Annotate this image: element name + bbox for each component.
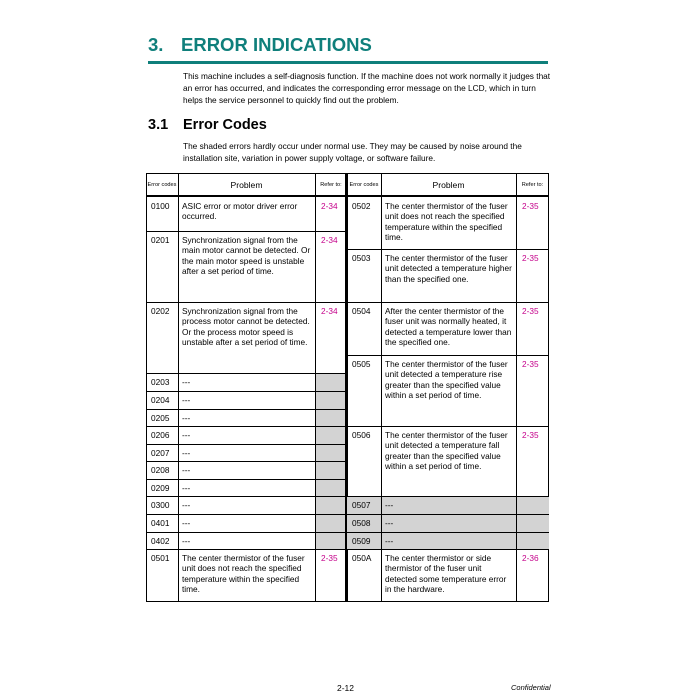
error-code: 0209 — [151, 483, 170, 493]
refer-page: 2-35 — [522, 430, 539, 440]
problem-text: --- — [182, 483, 191, 493]
error-code: 050A — [352, 553, 372, 563]
problem-text: --- — [182, 430, 191, 440]
refer-page — [516, 496, 549, 500]
refer-page — [315, 444, 347, 448]
refer-page: 2-36 — [522, 553, 539, 563]
refer-page — [516, 514, 549, 518]
refer-page: 2-35 — [321, 553, 338, 563]
refer-page — [315, 461, 347, 465]
section-number: 3.1 — [148, 117, 169, 133]
refer-page — [315, 391, 347, 395]
error-code: 0401 — [151, 518, 170, 528]
problem-text: The center thermistor of the fuser unit detected a temperature fall greater than the specified value within a set period of time. — [385, 430, 508, 472]
header-error-codes: Error codes — [147, 181, 177, 188]
error-code: 0503 — [352, 253, 371, 263]
error-code: 0509 — [352, 536, 371, 546]
problem-text: --- — [182, 536, 191, 546]
error-code: 0100 — [151, 201, 170, 211]
problem-text: --- — [182, 500, 191, 510]
header-refer-to: Refer to: — [320, 181, 342, 188]
error-code: 0206 — [151, 430, 170, 440]
section-title: Error Codes — [183, 117, 267, 133]
problem-text: The center thermistor of the fuser unit detected a temperature rise greater than the specified value within a set period of time. — [385, 359, 508, 401]
refer-page — [315, 514, 347, 518]
confidential-note: Confidential — [511, 683, 551, 692]
problem-text: --- — [182, 465, 191, 475]
problem-text: The center thermistor of the fuser unit detected a temperature higher than the specified one. — [385, 253, 512, 284]
chapter-number: 3. — [148, 34, 164, 55]
problem-text: Synchronization signal from the process motor cannot be detected. Or the process motor speed is unstable after a set period of time. — [182, 306, 310, 348]
error-code: 0506 — [352, 430, 371, 440]
problem-text: --- — [385, 518, 394, 528]
header-error-codes: Error codes — [349, 181, 379, 188]
error-code: 0208 — [151, 465, 170, 475]
error-code-table — [146, 173, 549, 602]
error-code: 0205 — [151, 413, 170, 423]
problem-text: After the center thermistor of the fuser unit was normally heated, it detected a temperature lower than the specified one. — [385, 306, 512, 348]
error-code: 0501 — [151, 553, 170, 563]
problem-text: Synchronization signal from the main motor cannot be detected. Or the main motor speed is unstable after a set period of time. — [182, 235, 311, 277]
problem-text: --- — [182, 518, 191, 528]
problem-text: The center thermistor of the fuser unit does not reach the specified temperature within the specified time. — [182, 553, 305, 595]
problem-text: --- — [182, 448, 191, 458]
problem-text: --- — [182, 377, 191, 387]
chapter-rule — [148, 61, 548, 64]
error-code: 0203 — [151, 377, 170, 387]
error-code: 0508 — [352, 518, 371, 528]
page-number: 2-12 — [337, 683, 355, 693]
refer-page: 2-34 — [321, 201, 338, 211]
column-line — [516, 173, 517, 602]
refer-page: 2-35 — [522, 253, 539, 263]
problem-text: The center thermistor of the fuser unit does not reach the specified temperature within the specified time. — [385, 201, 508, 243]
refer-page — [315, 479, 347, 483]
problem-text: --- — [182, 395, 191, 405]
refer-page — [516, 532, 549, 536]
problem-text: ASIC error or motor driver error occurred. — [182, 201, 298, 222]
refer-page: 2-35 — [522, 306, 539, 316]
refer-page: 2-35 — [522, 201, 539, 211]
refer-page: 2-34 — [321, 306, 338, 316]
error-code: 0300 — [151, 500, 170, 510]
problem-text: The center thermistor or side thermistor of the fuser unit detected some temperature error in the hardware. — [385, 553, 507, 595]
header-problem: Problem — [432, 179, 465, 190]
refer-page — [315, 409, 347, 413]
center-divider — [345, 173, 347, 602]
error-code: 0507 — [352, 500, 371, 510]
error-code: 0201 — [151, 235, 170, 245]
section-paragraph: The shaded errors hardly occur under normal use. They may be caused by noise around the installation site, variation in power supply voltage, or software failure. — [183, 141, 522, 164]
error-code: 0505 — [352, 359, 371, 369]
error-code: 0504 — [352, 306, 371, 316]
error-code: 0207 — [151, 448, 170, 458]
refer-page: 2-35 — [522, 359, 539, 369]
problem-text: --- — [385, 500, 394, 510]
refer-page: 2-34 — [321, 235, 338, 245]
problem-text: --- — [182, 413, 191, 423]
section-heading — [148, 117, 267, 133]
chapter-heading — [148, 34, 372, 56]
header-problem: Problem — [230, 179, 263, 190]
refer-page — [315, 373, 347, 377]
intro-paragraph: This machine includes a self-diagnosis function. If the machine does not work normally it judges that an error has occurred, and indicates the corresponding error message on the LCD, which in turn helps the service personnel to quickly find out the problem. — [183, 71, 551, 106]
refer-page — [315, 426, 347, 430]
error-code: 0402 — [151, 536, 170, 546]
error-code: 0204 — [151, 395, 170, 405]
header-refer-to: Refer to: — [521, 181, 544, 188]
chapter-title: ERROR INDICATIONS — [181, 34, 372, 55]
refer-page — [315, 496, 347, 500]
refer-page — [315, 532, 347, 536]
error-code: 0502 — [352, 201, 371, 211]
error-code: 0202 — [151, 306, 170, 316]
problem-text: --- — [385, 536, 394, 546]
